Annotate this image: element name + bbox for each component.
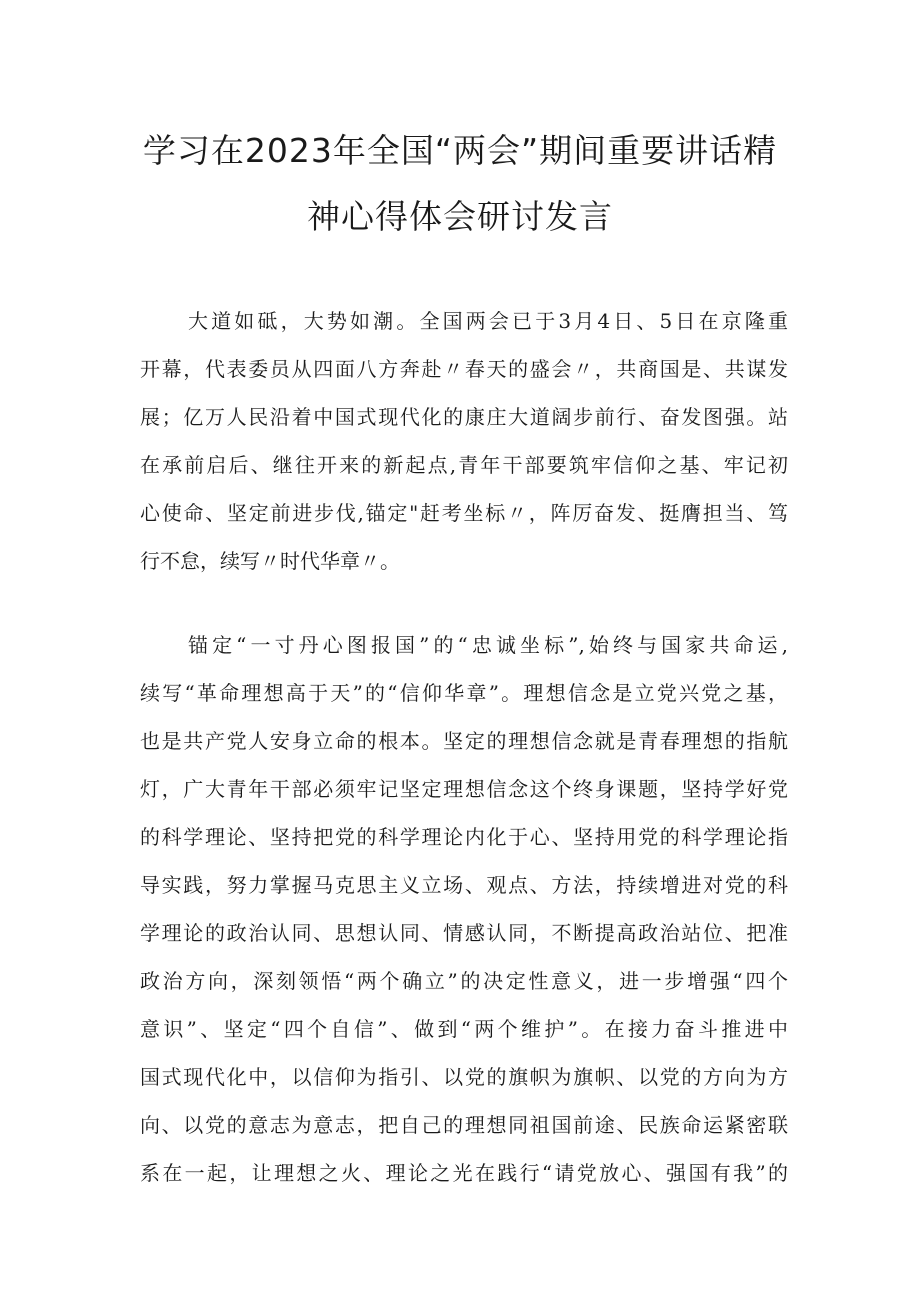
paragraph-line: 的科学理论、坚持把党的科学理论内化于心、坚持用党的科学理论指	[140, 825, 788, 849]
paragraph-line: 意识”、坚定“四个自信”、做到“两个维护”。在接力奋斗推进中	[140, 1017, 788, 1041]
paragraph-line: 导实践，努力掌握马克思主义立场、观点、方法，持续增进对党的科	[140, 873, 788, 897]
paragraph-line: 政治方向，深刻领悟“两个确立”的决定性意义，进一步增强“四个	[140, 969, 788, 993]
document-title	[120, 118, 800, 250]
paragraph-line: 锚定“一寸丹心图报国”的“忠诚坐标”,始终与国家共命运,	[188, 633, 788, 657]
paragraph-line: 行不怠，续写〃时代华章〃。	[140, 549, 400, 573]
paragraph-line: 心使命、坚定前进步伐,锚定"赶考坐标〃，阵厉奋发、挺膺担当、笃	[140, 501, 788, 525]
paragraph-line: 开幕，代表委员从四面八方奔赴〃春天的盛会〃，共商国是、共谋发	[140, 357, 788, 381]
paragraph-line: 大道如砥，大势如潮。全国两会已于3月4日、5日在京隆重	[188, 309, 788, 333]
document-body	[140, 297, 788, 1197]
paragraph-line: 展；亿万人民沿着中国式现代化的康庄大道阔步前行、奋发图强。站	[140, 405, 788, 429]
title-line-2: 神心得体会研讨发言	[307, 197, 613, 236]
paragraph-line: 国式现代化中，以信仰为指引、以党的旗帜为旗帜、以党的方向为方	[140, 1065, 788, 1089]
paragraph-line: 灯，广大青年干部必须牢记坚定理想信念这个终身课题，坚持学好党	[140, 777, 788, 801]
title-line-1: 学习在2023年全国“两会”期间重要讲话精	[142, 131, 778, 170]
paragraph-2	[140, 621, 788, 1197]
paragraph-line: 学理论的政治认同、思想认同、情感认同，不断提高政治站位、把准	[140, 921, 788, 945]
paragraph-line: 在承前启后、继往开来的新起点,青年干部要筑牢信仰之基、牢记初	[140, 453, 788, 477]
paragraph-line: 续写“革命理想高于天”的“信仰华章”。理想信念是立党兴党之基，	[140, 681, 788, 705]
paragraph-line: 也是共产党人安身立命的根本。坚定的理想信念就是青春理想的指航	[140, 729, 788, 753]
paragraph-line: 系在一起，让理想之火、理论之光在践行“请党放心、强国有我”的	[140, 1161, 788, 1185]
paragraph-line: 向、以党的意志为意志，把自己的理想同祖国前途、民族命运紧密联	[140, 1113, 788, 1137]
paragraph-1	[140, 297, 788, 585]
